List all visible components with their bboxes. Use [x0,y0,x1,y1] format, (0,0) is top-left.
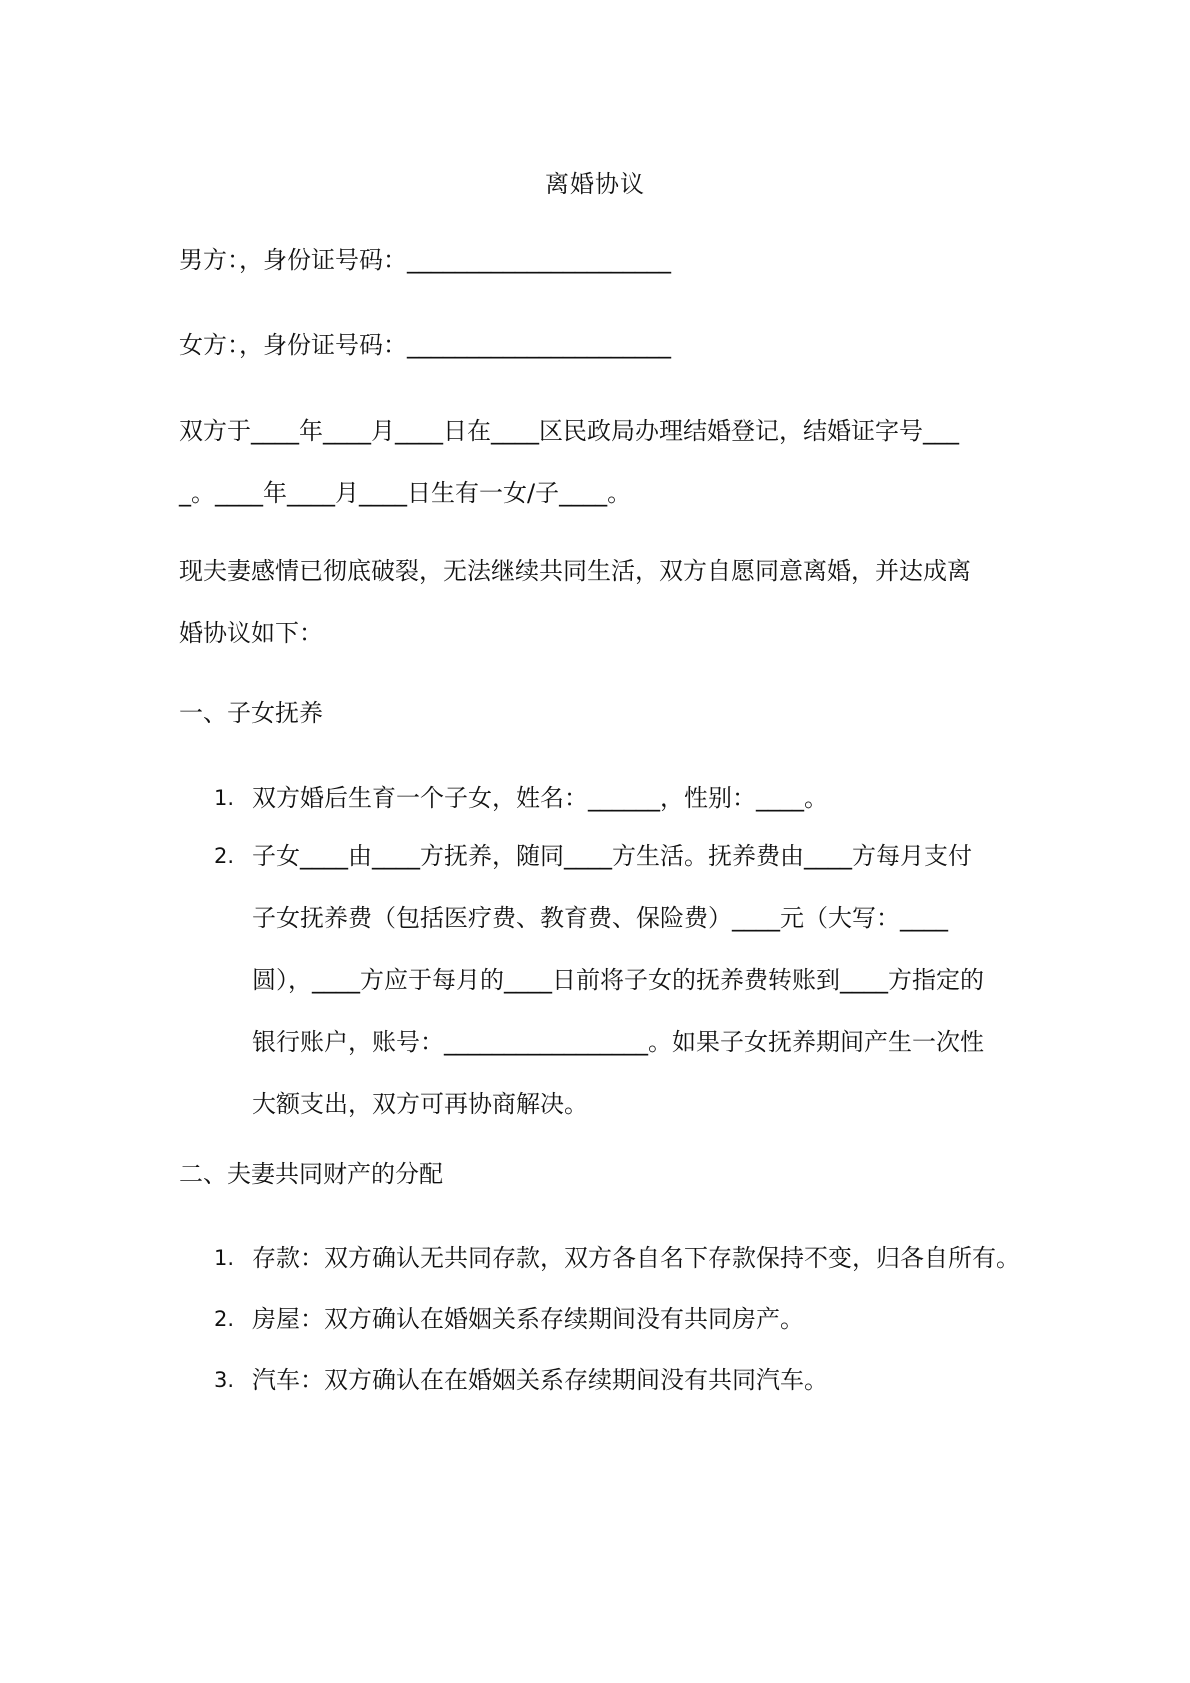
male-party-line: 男方：，身份证号码：______________________ [179,246,671,274]
list-item-text: 子女____由____方抚养，随同____方生活。抚养费由____方每月支付子女抚养费（包括医疗费、教育费、保险费）____元（大写：____圆），____方应于每月的____日前将子女的抚养费转账到____方指定的银行账户，账号：_________________。如果子女抚养期间产生一次性大额支出，双方可再协商解决。 [252,842,984,1118]
section-2-heading: 二、夫妻共同财产的分配 [179,1160,443,1188]
list-item-text: 双方婚后生育一个子女，姓名：______，性别：____。 [252,784,828,812]
list-item-number: 1. [214,786,235,810]
list-item-text: 存款：双方确认无共同存款，双方各自名下存款保持不变，归各自所有。 [252,1244,1020,1272]
list-item-number: 3. [214,1368,235,1392]
list-item-text: 汽车：双方确认在在婚姻关系存续期间没有共同汽车。 [252,1366,828,1394]
statement-paragraph: 现夫妻感情已彻底破裂，无法继续共同生活，双方自愿同意离婚，并达成离婚协议如下： [179,557,971,647]
list-item-number: 1. [214,1246,235,1270]
section-1-heading: 一、子女抚养 [179,699,323,727]
list-item-number: 2. [214,844,235,868]
female-party-line: 女方：，身份证号码：______________________ [179,331,671,359]
list-item-number: 2. [214,1307,235,1331]
list-item-text: 房屋：双方确认在婚姻关系存续期间没有共同房产。 [252,1305,804,1333]
marriage-paragraph: 双方于____年____月____日在____区民政局办理结婚登记，结婚证字号____。____年____月____日生有一女/子____。 [179,417,959,507]
document-title: 离婚协议 [545,170,645,198]
